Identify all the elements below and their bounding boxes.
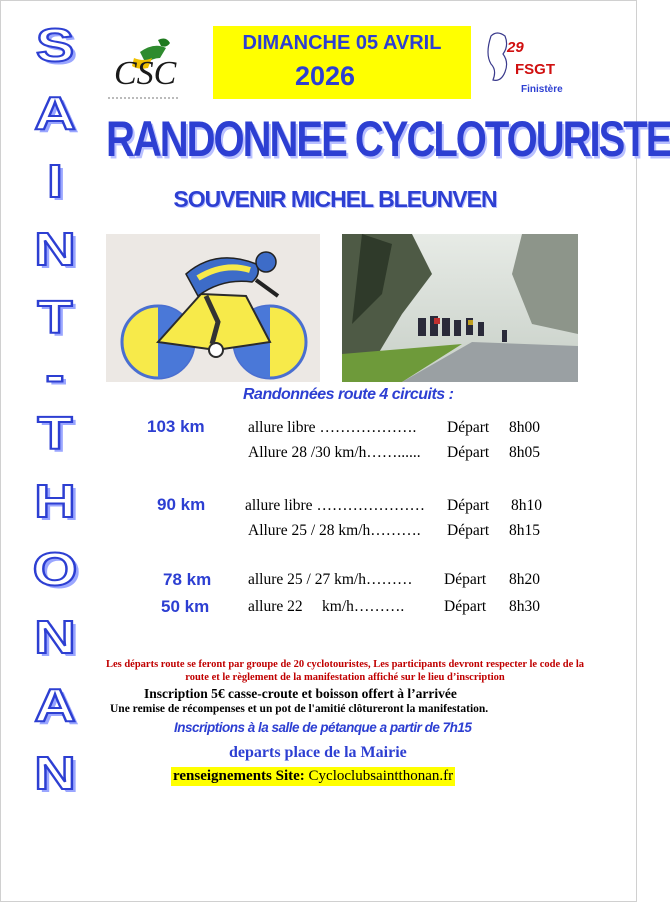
circuit-label: allure 22 km/h……….: [248, 598, 405, 615]
club-logo: [100, 32, 190, 104]
circuit-depart: Départ: [447, 497, 490, 514]
vertical-letter: N: [34, 747, 76, 799]
circuit-label: Allure 28 /30 km/h……......: [248, 444, 421, 461]
logo-letters: CSC: [114, 55, 177, 92]
info-website: [171, 767, 455, 786]
vertical-letter: A: [34, 679, 76, 731]
circuit-depart: Départ: [447, 419, 490, 436]
rules-notice: Les départs route se feront par groupe de 20 cyclotouristes, Les participants devront respecter le code de la route et le règlement de la manifestation affiché sur le lieu d’inscription: [105, 659, 585, 683]
page-subtitle: SOUVENIR MICHEL BLEUNVEN: [173, 186, 497, 212]
logo-number: 29: [507, 39, 524, 56]
circuit-depart: Départ: [444, 571, 487, 588]
cyclist-illustration: [106, 234, 320, 382]
vertical-letter: -: [45, 349, 65, 401]
circuit-label: allure 25 / 27 km/h………: [248, 571, 413, 588]
circuit-time: 8h00: [509, 419, 540, 436]
date-banner: [213, 26, 471, 99]
vertical-letter: A: [34, 87, 76, 139]
vertical-letter: O: [32, 543, 78, 595]
info-label: renseignements Site:: [173, 768, 305, 784]
logo-region: Finistère: [521, 84, 563, 95]
vertical-letter: N: [34, 611, 76, 663]
circuit-time: 8h05: [509, 444, 540, 461]
circuit-time: 8h30: [509, 598, 540, 615]
circuit-depart: Départ: [447, 522, 490, 539]
vertical-letter: H: [34, 475, 76, 527]
registration-location: Inscriptions à la salle de pétanque a partir de 7h15: [174, 720, 472, 735]
circuit-time: 8h15: [509, 522, 540, 539]
fsgt-logo: [485, 26, 563, 98]
website-link[interactable]: Cycloclubsaintthonan.fr: [308, 768, 454, 784]
logo-letters: FSGT: [515, 61, 555, 78]
circuit-time: 8h10: [511, 497, 542, 514]
awards-note: Une remise de récompenses et un pot de l'amitié clôtureront la manifestation.: [110, 703, 489, 715]
event-date: DIMANCHE 05 AVRIL: [242, 32, 442, 54]
circuit-depart: Départ: [447, 444, 490, 461]
departure-place: departs place de la Mairie: [229, 744, 407, 761]
event-year: 2026: [295, 61, 356, 91]
circuit-distance: 50 km: [161, 597, 210, 616]
vertical-letter: S: [35, 19, 75, 71]
peloton-photo: [342, 234, 578, 382]
circuit-label: Allure 25 / 28 km/h……….: [248, 522, 421, 539]
circuit-distance: 90 km: [157, 495, 206, 514]
circuit-time: 8h20: [509, 571, 540, 588]
vertical-letter: N: [34, 223, 76, 275]
vertical-letter: I: [47, 155, 63, 207]
circuit-label: allure libre …………………: [245, 497, 425, 514]
circuit-distance: 78 km: [163, 570, 212, 589]
circuit-label: allure libre ……………….: [248, 419, 417, 436]
circuit-distance: 103 km: [147, 417, 205, 436]
circuit-depart: Départ: [444, 598, 487, 615]
vertical-letter: T: [37, 407, 73, 459]
vertical-letter: T: [37, 291, 73, 343]
page-title: RANDONNEE CYCLOTOURISTE: [106, 112, 670, 167]
circuits-heading: Randonnées route 4 circuits :: [243, 386, 454, 403]
inscription-fee: Inscription 5€ casse-croute et boisson offert à l’arrivée: [144, 686, 457, 701]
